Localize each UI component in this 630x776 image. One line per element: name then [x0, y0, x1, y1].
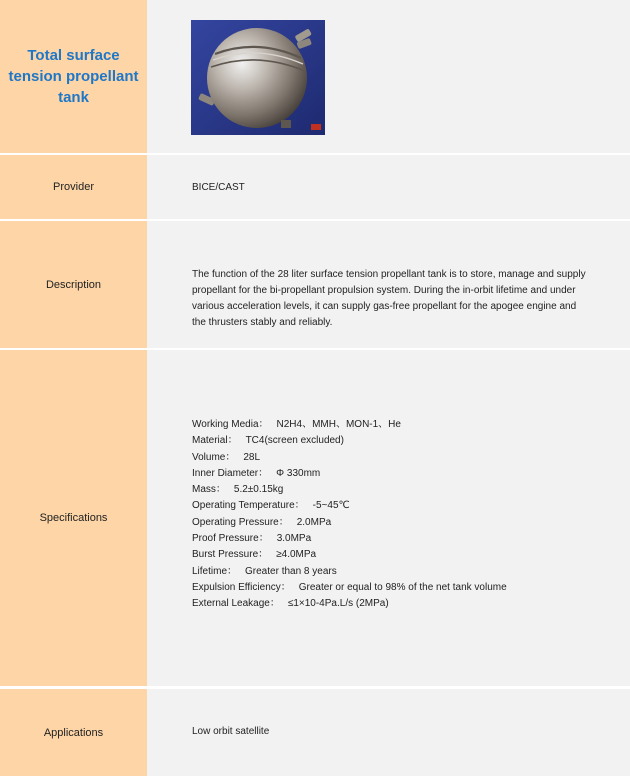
product-title: Total surface tension propellant tank [8, 47, 139, 106]
description-row [0, 221, 630, 348]
spec-name: Volume： [192, 451, 236, 463]
photo-cell [147, 0, 630, 153]
spec-item [192, 515, 507, 531]
provider-value: BICE/CAST [192, 182, 245, 193]
spec-value: N2H4、MMH、MON-1、He [276, 419, 401, 430]
spec-item [192, 498, 507, 514]
specifications-label: Specifications [0, 350, 147, 686]
spec-item [192, 482, 507, 498]
spec-name: Lifetime： [192, 565, 238, 577]
title-cell [0, 0, 147, 153]
spec-value: -5~45℃ [312, 500, 350, 512]
spec-item [192, 580, 507, 596]
spec-value: 5.2±0.15kg [233, 484, 284, 496]
spec-value: Greater than 8 years [245, 565, 337, 577]
spec-value: ≥4.0MPa [276, 549, 317, 561]
applications-value: Low orbit satellite [192, 726, 270, 737]
provider-label: Provider [0, 155, 147, 219]
applications-cell [147, 689, 630, 776]
specifications-row [0, 350, 630, 686]
applications-row [0, 689, 630, 776]
description-label: Description [0, 221, 147, 348]
spec-value: TC4(screen excluded) [245, 435, 344, 447]
spec-name: Mass： [192, 484, 226, 496]
description-value: The function of the 28 liter surface tension propellant tank is to store, manage and supply propellant for the bi-propellant propulsion system. During the in-orbit lifetime and under various acceleration levels, it can supply gas-free propellant for the apogee engine and the thrusters stably and reliably. [192, 269, 586, 328]
specifications-cell [147, 350, 630, 686]
spec-name: Proof Pressure： [192, 533, 269, 545]
spec-name: Working Media： [192, 419, 269, 430]
description-cell [147, 221, 630, 348]
spec-item [192, 466, 507, 482]
spec-name: Burst Pressure： [192, 549, 269, 561]
specifications-list [192, 417, 507, 613]
spec-name: Operating Pressure： [192, 516, 289, 528]
spec-value: 28L [243, 451, 261, 463]
spec-name: External Leakage： [192, 598, 280, 610]
title-row [0, 0, 630, 153]
spec-value: ≤1×10-4Pa.L/s (2MPa) [287, 598, 389, 610]
spec-item [192, 531, 507, 547]
provider-cell [147, 155, 630, 219]
spec-item [192, 433, 507, 449]
spec-name: Inner Diameter： [192, 467, 269, 479]
spec-value: Φ 330mm [276, 467, 321, 479]
product-photo [191, 20, 325, 135]
spec-item [192, 596, 507, 612]
spec-value: 3.0MPa [276, 533, 312, 545]
propellant-tank-image [191, 20, 325, 135]
spec-value: 2.0MPa [296, 516, 332, 528]
spec-name: Material： [192, 435, 238, 447]
spec-value: Greater or equal to 98% of the net tank volume [298, 581, 507, 593]
spec-item [192, 417, 507, 433]
applications-label: Applications [0, 689, 147, 776]
spec-name: Operating Temperature： [192, 500, 305, 512]
spec-item [192, 450, 507, 466]
spec-item [192, 564, 507, 580]
spec-name: Expulsion Efficiency： [192, 581, 291, 593]
spec-item [192, 547, 507, 563]
provider-row [0, 155, 630, 219]
